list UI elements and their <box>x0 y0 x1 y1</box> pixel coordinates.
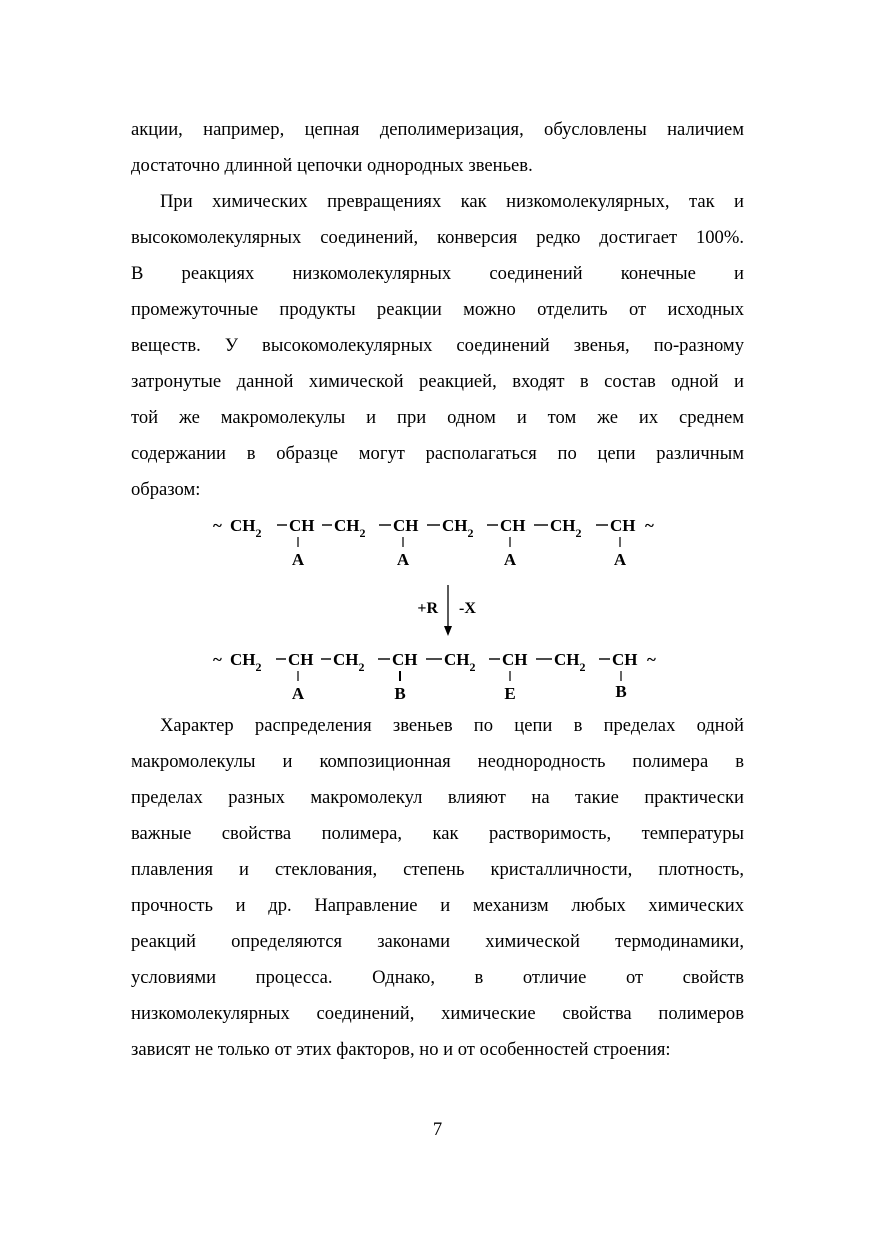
text-line: прочность и др. Направление и механизм любых химических <box>131 895 744 916</box>
ch2-subscript: 2 <box>467 526 474 540</box>
text-line: акции, например, цепная деполимеризация, обусловлены наличием <box>131 119 744 140</box>
polymer-chain-before <box>213 516 654 569</box>
ch-group: CH <box>392 650 418 669</box>
chain-end-tilde: ~ <box>213 516 222 535</box>
text-line: пределах разных макромолекул влияют на такие практически <box>131 787 744 808</box>
page-number: 7 <box>432 1119 443 1140</box>
ch2-label: CH <box>442 516 468 535</box>
text-line: макромолекулы и композиционная неоднородность полимера в <box>131 751 744 772</box>
ch2-group <box>554 650 586 674</box>
substituent-label: A <box>396 550 410 569</box>
chain-end-tilde: ~ <box>647 650 656 669</box>
ch2-subscript: 2 <box>575 526 582 540</box>
ch-group: CH <box>502 650 528 669</box>
text-line: зависят не только от этих факторов, но и от особенностей строения: <box>131 1039 671 1060</box>
substituent-label: A <box>291 684 305 703</box>
reaction-arrow <box>417 585 476 636</box>
substituent-label: B <box>394 684 406 703</box>
text-line: промежуточные продукты реакции можно отделить от исходных <box>131 299 744 320</box>
reagent-label: +R <box>417 600 438 617</box>
byproduct-label: -X <box>459 600 476 617</box>
ch2-group <box>442 516 474 540</box>
ch2-group <box>444 650 476 674</box>
ch2-group <box>230 650 262 674</box>
text-line: затронутые данной химической реакцией, входят в состав одной и <box>131 371 744 392</box>
substituent-label: B <box>615 682 627 701</box>
text-line: той же макромолекулы и при одном и том же их среднем <box>131 407 744 428</box>
ch2-subscript: 2 <box>255 526 262 540</box>
ch2-subscript: 2 <box>359 526 366 540</box>
ch2-label: CH <box>554 650 580 669</box>
ch2-label: CH <box>334 516 360 535</box>
substituent-label: A <box>613 550 627 569</box>
ch2-group <box>550 516 582 540</box>
ch-group: CH <box>393 516 419 535</box>
chain-end-tilde: ~ <box>645 516 654 535</box>
ch-group: CH <box>288 650 314 669</box>
ch2-group <box>333 650 365 674</box>
ch2-subscript: 2 <box>469 660 476 674</box>
ch2-label: CH <box>444 650 470 669</box>
text-line: реакций определяются законами химической термодинамики, <box>131 931 744 952</box>
ch-group: CH <box>289 516 315 535</box>
ch-group: CH <box>500 516 526 535</box>
ch-group: CH <box>612 650 638 669</box>
text-line: веществ. У высокомолекулярных соединений звенья, по-разному <box>131 335 744 356</box>
text-line: При химических превращениях как низкомолекулярных, так и <box>160 191 744 212</box>
text-line: условиями процесса. Однако, в отличие от свойств <box>131 967 744 988</box>
text-line: плавления и стеклования, степень кристалличности, плотность, <box>131 859 744 880</box>
ch2-subscript: 2 <box>255 660 262 674</box>
substituent-label: A <box>503 550 517 569</box>
text-line: важные свойства полимера, как растворимость, температуры <box>131 823 744 844</box>
text-line: В реакциях низкомолекулярных соединений конечные и <box>131 263 744 284</box>
text-line: высокомолекулярных соединений, конверсия редко достигает 100%. <box>131 227 744 248</box>
ch2-label: CH <box>230 650 256 669</box>
text-line: Характер распределения звеньев по цепи в пределах одной <box>160 715 744 736</box>
ch2-group <box>334 516 366 540</box>
polymer-chain-after <box>213 650 656 703</box>
text-line: образом: <box>131 479 201 500</box>
chain-end-tilde: ~ <box>213 650 222 669</box>
ch2-label: CH <box>550 516 576 535</box>
substituent-label: E <box>504 684 516 703</box>
text-line: достаточно длинной цепочки однородных звеньев. <box>131 155 533 176</box>
ch-group: CH <box>610 516 636 535</box>
ch2-subscript: 2 <box>358 660 365 674</box>
text-line: содержании в образце могут располагаться по цепи различным <box>131 443 744 464</box>
ch2-label: CH <box>333 650 359 669</box>
ch2-group <box>230 516 262 540</box>
ch2-label: CH <box>230 516 256 535</box>
arrow-head <box>444 626 452 636</box>
substituent-label: A <box>291 550 305 569</box>
ch2-subscript: 2 <box>579 660 586 674</box>
text-line: низкомолекулярных соединений, химические свойства полимеров <box>131 1003 744 1024</box>
